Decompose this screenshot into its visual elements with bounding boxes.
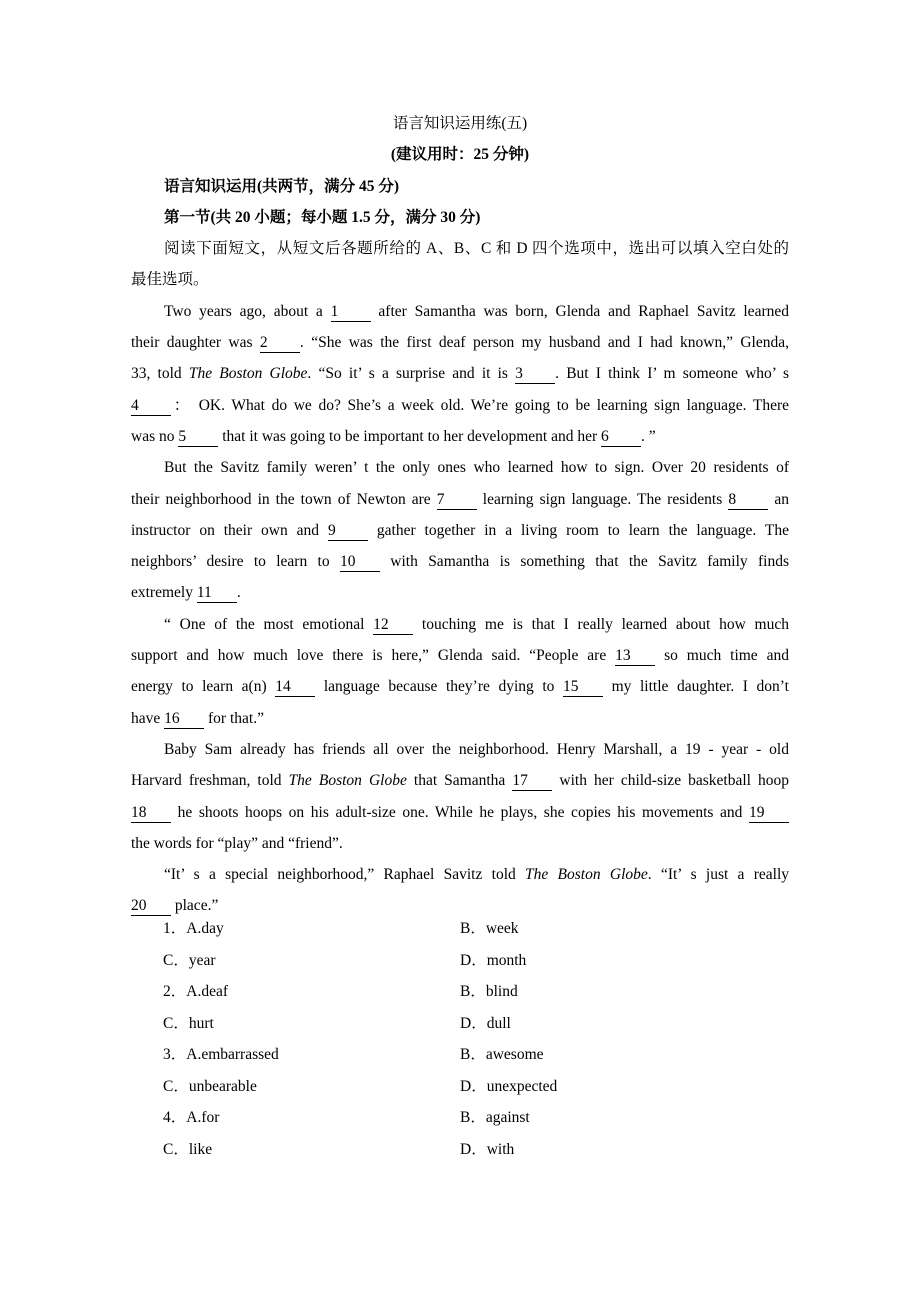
passage-text: . (236, 584, 241, 602)
blank-19: 19 (749, 804, 789, 823)
blank-3: 3 (515, 365, 555, 384)
passage-text: their neighborhood in the town of Newton are (131, 490, 437, 508)
instructions-line (131, 264, 789, 295)
passage-text: touching me is that I really learned about how much (413, 615, 789, 633)
blank-6: 6 (601, 428, 641, 447)
passage-text: with her child-size basketball hoop (552, 772, 789, 790)
option-row (163, 1039, 663, 1071)
passage-text: . “It’ s just a really (647, 866, 790, 884)
option-row (163, 1071, 663, 1103)
blank-4: 4 (131, 397, 171, 416)
passage-text: energy to learn a(n) (131, 678, 276, 696)
passage-text: gather together in a living room to learn the language. The (367, 521, 789, 539)
passage-text: “ One of the most emotional (164, 615, 374, 633)
document-subtitle: (建议用时：25 分钟) (390, 146, 530, 164)
blank-15: 15 (563, 678, 603, 697)
instructions-line (131, 233, 789, 264)
passage-line (131, 421, 789, 452)
option-left: C．unbearable (163, 1077, 257, 1095)
passage-line (131, 734, 789, 765)
passage-line (131, 671, 789, 702)
option-row (163, 945, 663, 977)
instructions-text: 最佳选项。 (131, 271, 209, 289)
blank-8: 8 (728, 491, 768, 510)
instructions (131, 233, 789, 296)
publication-title: The Boston Globe (288, 772, 407, 790)
passage-text: But the Savitz family weren’ t the only ones who learned how to sign. Over 20 residents of (164, 459, 789, 477)
passage-text: language because they’re dying to (315, 678, 563, 696)
passage-text: ： OK. What do we do? She’s a week old. We’re going to be learning sign language. There (171, 396, 789, 414)
passage-line (131, 765, 789, 796)
passage-line (131, 358, 789, 389)
blank-17: 17 (512, 772, 552, 791)
passage-line (131, 484, 789, 515)
blank-13: 13 (615, 647, 655, 666)
passage-text: with Samantha is something that the Savitz family finds (379, 553, 789, 571)
passage (131, 296, 789, 922)
passage-line (131, 609, 789, 640)
option-left: C．year (163, 951, 216, 969)
option-right: D．with (460, 1140, 515, 1158)
passage-line (131, 577, 789, 608)
passage-text: the words for “play” and “friend”. (131, 834, 343, 852)
blank-18: 18 (131, 804, 171, 823)
publication-title: The Boston Globe (525, 866, 648, 884)
blank-14: 14 (275, 678, 315, 697)
blank-11: 11 (197, 584, 237, 603)
passage-text: my little daughter. I don’t (603, 678, 789, 696)
part-heading (131, 202, 789, 233)
option-right: B．week (460, 920, 519, 937)
passage-text: have (131, 709, 165, 727)
passage-line (131, 452, 789, 483)
blank-16: 16 (164, 710, 204, 729)
passage-text: after Samantha was born, Glenda and Raphael Savitz learned (370, 302, 789, 320)
passage-text: . “So it’ s a surprise and it is (307, 365, 516, 383)
passage-line (131, 859, 789, 890)
passage-line (131, 296, 789, 327)
passage-text: that Samantha (406, 772, 513, 790)
passage-line (131, 640, 789, 671)
passage-text: Baby Sam already has friends all over the neighborhood. Henry Marshall, a 19 - year - old (164, 740, 789, 758)
option-left: 2．A.deaf (163, 983, 228, 1000)
part-heading-text: 第一节(共 20 小题；每小题 1.5 分，满分 30 分) (164, 208, 481, 226)
blank-12: 12 (373, 616, 413, 635)
answer-options (163, 913, 663, 1165)
section-heading: 语言知识运用(共两节，满分 45 分) (164, 177, 400, 195)
passage-text: was no (131, 427, 179, 445)
passage-line (131, 515, 789, 546)
passage-line (131, 327, 789, 358)
option-row (163, 913, 663, 945)
blank-20: 20 (131, 897, 171, 916)
blank-1: 1 (331, 303, 371, 322)
passage-text: 33, told (131, 365, 189, 383)
option-row (163, 976, 663, 1008)
passage-text: extremely (131, 584, 197, 602)
option-row (163, 1134, 663, 1166)
option-left: 4．A.for (163, 1109, 220, 1126)
passage-text: an (768, 490, 789, 508)
option-right: B．blind (460, 983, 518, 1000)
passage-line (131, 797, 789, 828)
instructions-text: 阅读下面短文，从短文后各题所给的 A、B、C 和 D 四个选项中，选出可以填入空白处的 (164, 240, 789, 258)
passage-text: . ” (641, 427, 656, 445)
blank-9: 9 (328, 522, 368, 541)
option-right: B．against (460, 1109, 530, 1126)
passage-text: their daughter was (131, 334, 260, 352)
passage-text: “It’ s a special neighborhood,” Raphael Savitz told (164, 866, 526, 884)
publication-title: The Boston Globe (188, 365, 308, 383)
passage-text: . “She was the first deaf person my husband and I had known,” Glenda, (299, 334, 789, 352)
passage-text: Two years ago, about a (164, 302, 331, 320)
passage-text: so much time and (655, 647, 789, 665)
option-right: D．month (460, 951, 527, 969)
passage-text: Harvard freshman, told (131, 772, 289, 790)
document-page (131, 108, 789, 922)
option-right: D．dull (460, 1014, 511, 1032)
passage-text: that it was going to be important to her development and her (218, 427, 602, 445)
option-left: C．hurt (163, 1014, 214, 1032)
passage-line (131, 390, 789, 421)
passage-text: place.” (171, 897, 219, 915)
passage-text: for that.” (204, 709, 264, 727)
option-row (163, 1008, 663, 1040)
passage-text: he shoots hoops on his adult-size one. While he plays, she copies his movements and (171, 803, 749, 821)
passage-line (131, 546, 789, 577)
option-row (163, 1102, 663, 1134)
passage-text: learning sign language. The residents (476, 490, 729, 508)
passage-text: support and how much love there is here,” Glenda said. “People are (131, 647, 616, 665)
option-left: 1．A.day (163, 920, 224, 937)
option-right: D．unexpected (460, 1077, 558, 1095)
blank-5: 5 (178, 428, 218, 447)
passage-line (131, 703, 789, 734)
blank-10: 10 (340, 553, 380, 572)
option-left: C．like (163, 1140, 213, 1158)
option-left: 3．A.embarrassed (163, 1046, 279, 1063)
passage-text: neighbors’ desire to learn to (131, 553, 340, 571)
option-right: B．awesome (460, 1046, 544, 1063)
blank-2: 2 (260, 334, 300, 353)
passage-line (131, 828, 789, 859)
blank-7: 7 (437, 491, 477, 510)
document-title: 语言知识运用练(五) (392, 115, 528, 132)
passage-text: instructor on their own and (131, 521, 328, 539)
passage-text: . But I think I’ m someone who’ s (555, 365, 789, 383)
